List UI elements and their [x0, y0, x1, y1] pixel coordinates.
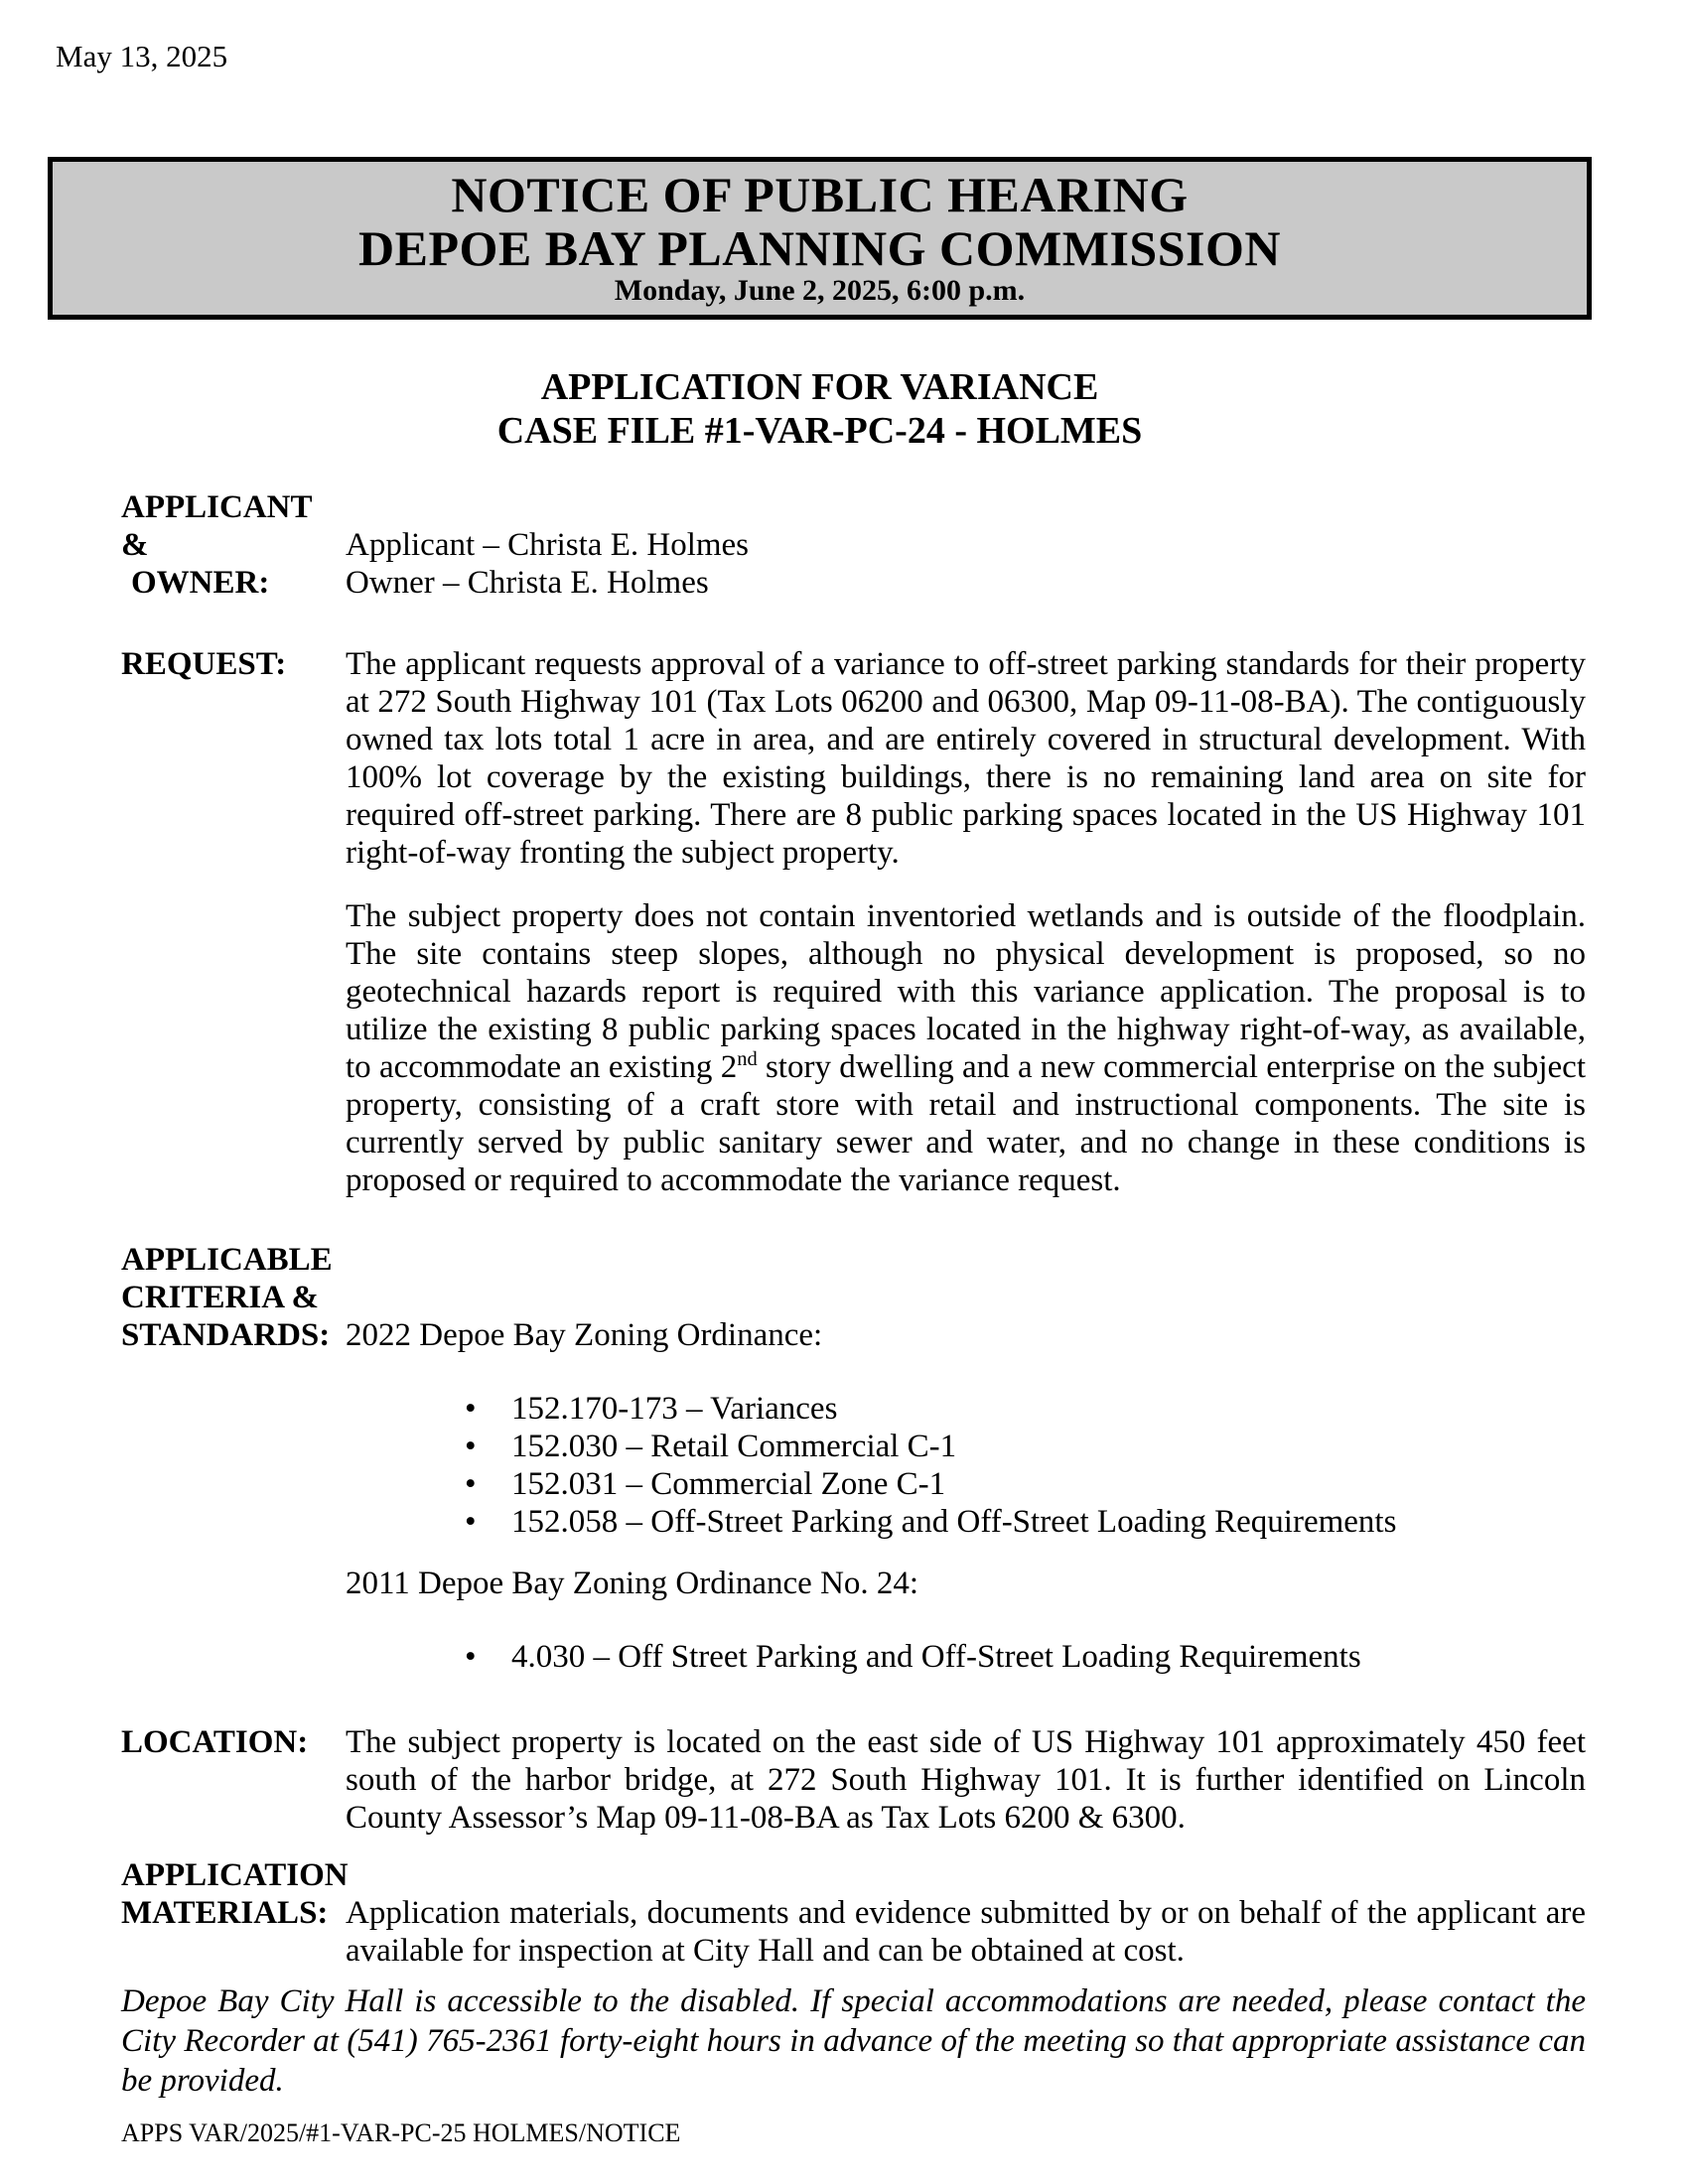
- applicant-owner-label-line2: OWNER:: [131, 565, 270, 601]
- list-item: [346, 1465, 1586, 1503]
- location-label: LOCATION:: [121, 1724, 309, 1760]
- ordinance-2022-list: [346, 1390, 1586, 1541]
- materials-label-line2: MATERIALS:: [121, 1895, 329, 1931]
- request-paragraph-2-text-continued: story dwelling and a new commercial enterprise on the subject property, consisting of a craft store with retail and instructional components. The site is currently served by public sanitary sewer and water, and no change in these conditions is proposed or required to accommodate the variance request.: [346, 1049, 1586, 1198]
- bullet-icon: •: [465, 1504, 477, 1540]
- notice-box: [48, 157, 1592, 320]
- bullet-icon: •: [465, 1639, 477, 1675]
- ordinal-superscript: nd: [737, 1048, 758, 1070]
- criteria-label: [121, 1241, 346, 1354]
- bullet-icon: •: [465, 1429, 477, 1464]
- ordinance-2011-list: [346, 1638, 1586, 1676]
- criteria-content: [346, 1241, 1586, 1676]
- section-criteria-standards: [121, 1241, 1586, 1676]
- notice-title-line1: NOTICE OF PUBLIC HEARING: [451, 167, 1189, 222]
- bullet-icon: •: [465, 1466, 477, 1502]
- request-paragraph-2: [346, 897, 1586, 1199]
- list-item-text: 152.030 – Retail Commercial C-1: [511, 1429, 957, 1464]
- owner-line: Owner – Christa E. Holmes: [346, 565, 709, 601]
- criteria-label-line2: CRITERIA &: [121, 1280, 319, 1315]
- file-reference: APPS VAR/2025/#1-VAR-PC-25 HOLMES/NOTICE: [121, 2118, 681, 2147]
- location-paragraph: The subject property is located on the east side of US Highway 101 approximately 450 feet south of the harbor bridge, at 272 South Highway 101. It is further identified on Lincoln County Assessor’s Map 09-11-08-BA as Tax Lots 6200 & 6300.: [346, 1724, 1586, 1836]
- request-label: REQUEST:: [121, 646, 287, 682]
- section-location: [121, 1723, 1586, 1837]
- list-item: [346, 1503, 1586, 1541]
- materials-paragraph: Application materials, documents and evidence submitted by or on behalf of the applicant are available for inspection at City Hall and can be obtained at cost.: [346, 1895, 1586, 1969]
- list-item: [346, 1390, 1586, 1428]
- criteria-label-line3: STANDARDS:: [121, 1317, 331, 1353]
- document-date: May 13, 2025: [56, 39, 228, 73]
- notice-datetime: Monday, June 2, 2025, 6:00 p.m.: [614, 274, 1026, 307]
- case-title: APPLICATION FOR VARIANCE: [540, 366, 1099, 408]
- list-item-text: 152.031 – Commercial Zone C-1: [511, 1466, 946, 1502]
- ordinance-2011-heading: 2011 Depoe Bay Zoning Ordinance No. 24:: [346, 1566, 919, 1601]
- bullet-icon: •: [465, 1391, 477, 1427]
- accessibility-note: Depoe Bay City Hall is accessible to the disabled. If special accommodations are needed, please contact the City Recorder at (541) 765-2361 forty-eight hours in advance of the meeting so that appropriate assistance can be provided.: [121, 1983, 1586, 2099]
- applicant-owner-content: [346, 526, 1586, 602]
- section-request: [121, 645, 1586, 1199]
- applicant-line: Applicant – Christa E. Holmes: [346, 527, 750, 563]
- materials-label-line1: APPLICATION: [121, 1857, 349, 1893]
- applicant-owner-label-line1: APPLICANT &: [121, 489, 312, 563]
- section-application-materials: [121, 1856, 1586, 1970]
- applicant-owner-label: [121, 488, 346, 602]
- list-item-text: 4.030 – Off Street Parking and Off-Street Loading Requirements: [511, 1639, 1361, 1675]
- request-paragraph-1: The applicant requests approval of a variance to off-street parking standards for their property at 272 South Highway 101 (Tax Lots 06200 and 06300, Map 09-11-08-BA). The contiguously owned tax lots total 1 acre in area, and are entirely covered in structural development. With 100% lot coverage by the existing buildings, there is no remaining land area on site for required off-street parking. There are 8 public parking spaces located in the US Highway 101 right-of-way fronting the subject property.: [346, 646, 1586, 871]
- section-applicant-owner: [121, 488, 1586, 602]
- request-paragraph-2-text: The subject property does not contain inventoried wetlands and is outside of the floodplain. The site contains steep slopes, although no physical development is proposed, so no geotechnical hazards report is required with this variance application. The proposal is to utilize the existing 8 public parking spaces located in the highway right-of-way, as available, to accommodate an existing 2: [346, 898, 1586, 1085]
- notice-title-line2: DEPOE BAY PLANNING COMMISSION: [358, 220, 1281, 276]
- list-item: [346, 1638, 1586, 1676]
- list-item-text: 152.058 – Off-Street Parking and Off-Street Loading Requirements: [511, 1504, 1397, 1540]
- criteria-label-line1: APPLICABLE: [121, 1242, 333, 1278]
- ordinance-2022-heading: 2022 Depoe Bay Zoning Ordinance:: [346, 1317, 823, 1353]
- case-header: [48, 365, 1592, 453]
- case-file-number: CASE FILE #1-VAR-PC-24 - HOLMES: [496, 410, 1143, 452]
- list-item: [346, 1428, 1586, 1465]
- materials-label: [121, 1856, 349, 1932]
- request-content: [346, 645, 1586, 1199]
- list-item-text: 152.170-173 – Variances: [511, 1391, 838, 1427]
